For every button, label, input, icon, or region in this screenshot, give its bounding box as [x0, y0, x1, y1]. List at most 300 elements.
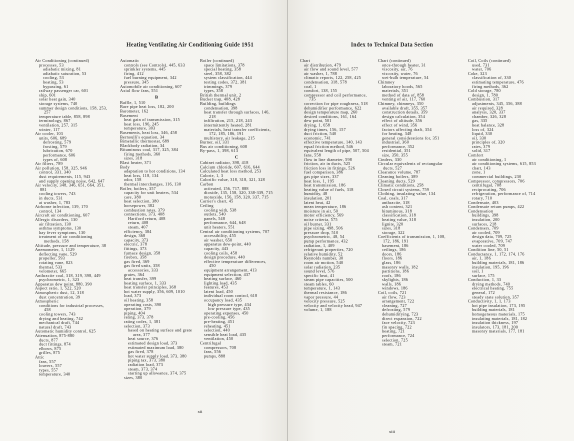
index-subentry: relative humidity, 52 — [304, 251, 343, 257]
index-subentry: materials, heat transfer coefficients, 172, 185, 186, 191 — [204, 127, 271, 137]
index-subentry: steel, 358, 382 — [204, 71, 232, 76]
index-subentry: cooling, 53 — [43, 75, 64, 81]
index-entry: Atmospheric dust, 12, 318 — [35, 290, 84, 296]
index-subentry: operation, 379 — [124, 306, 151, 312]
index-subentry: evaporative, 709, 747 — [472, 238, 513, 244]
index-subentry: pumps, 888 — [204, 353, 226, 359]
index-section-letter: C — [234, 154, 239, 160]
index-subentry: arrangement, 722 — [382, 299, 415, 304]
page-gutter — [287, 0, 288, 441]
index-subentry: lubrication, 670 — [43, 148, 73, 154]
index-subentry: velocity and velocity head, 947 — [304, 303, 363, 308]
index-subentry: condensation, 318, 578 — [304, 79, 347, 85]
index-subentry: radiation load, 373 — [128, 362, 164, 367]
index-subentry: insulation, 195, 196 — [472, 264, 509, 270]
index-entry: Bus air conditioning, 608 — [200, 144, 248, 149]
index-entry: Coke, 323 — [468, 71, 487, 76]
index-subentry: rotating vane, 823 — [39, 260, 73, 265]
left-page-index-column-1 — [35, 59, 108, 409]
index-subentry: occupancy load, 435 — [204, 298, 243, 303]
index-subentry: partitions, 186 — [382, 269, 409, 274]
index-subentry: solid, 317 — [472, 148, 491, 154]
index-entry: Basement — [120, 113, 138, 118]
index-subentry: wet-bulb temperature, 54 — [382, 75, 429, 81]
index-subentry: masonry walls, 182 — [382, 264, 418, 270]
index-subentry: rating, 373, 378 — [124, 315, 154, 320]
index-subentry: multistory, air leakage, 215 — [204, 135, 255, 141]
index-subentry: rotary, 710 — [472, 196, 493, 201]
index-subentry: selection, 725 — [382, 337, 408, 343]
index-subentry: skylights, 186 — [382, 277, 409, 283]
index-subentry: heat transfer through surfaces, 146, 218 — [204, 110, 270, 119]
index-subentry: heat selection, 380 — [124, 199, 159, 204]
index-subentry: heating, 53 — [43, 79, 64, 85]
index-subentry: adaptation to hot conditions, 134 — [124, 169, 186, 174]
index-subentry: steam tables, 60 — [304, 281, 334, 287]
index-entry: Boiler (continued) — [200, 59, 235, 63]
index-subentry: firing, 412 — [124, 71, 144, 76]
index-subentry: selection, 373 — [124, 323, 150, 329]
index-entry: Barometer, 162 — [120, 108, 149, 114]
index-subentry: ship, 601 — [39, 92, 57, 98]
index-subentry: Reynolds number, 30 — [304, 256, 344, 261]
index-subentry: intermittently heated, 281 — [204, 122, 252, 128]
index-subentry: performance, 644, 648 — [204, 220, 246, 226]
index-entry: Clearance volume, 787 — [378, 170, 421, 175]
index-subentry: piping tax, 373, 380 — [128, 358, 166, 363]
index-subentry: soil, 1 — [472, 269, 484, 274]
index-subentry: steam, 721 — [382, 342, 402, 347]
index-subentry: special heating, 358 — [204, 67, 242, 72]
index-subentry: commercial buildings, 230 — [472, 174, 522, 180]
index-subentry: adjustments, 345, 356, 388 — [472, 101, 522, 106]
index-subentry: testing codes, 372, 381 — [204, 79, 247, 85]
index-subentry: insulation, 201 — [304, 196, 332, 201]
index-subentry: outlets, 540 — [204, 212, 226, 217]
index-subentry: temperature, 1, 143 — [304, 286, 341, 291]
index-subentry: cooling with, 538 — [204, 207, 237, 213]
index-subentry: odor, 158 — [124, 177, 142, 183]
index-subentry: accessibility, 455 — [204, 233, 237, 239]
index-subentry: natural draft, 743 — [39, 324, 72, 330]
index-subentry: air required, 328 — [472, 105, 503, 111]
index-section-letter: B — [154, 94, 158, 100]
index-subentry: estimating temperature, 476 — [472, 79, 524, 85]
index-entry: Chart — [300, 59, 311, 63]
index-subentry: drying, 1, 658 — [304, 122, 331, 128]
index-subentry: pump performance, 432 — [304, 238, 348, 244]
index-entry: Conduction, 1, 33 — [468, 277, 502, 283]
index-entry: Calorific value, 318, 318, 321, 328 — [200, 177, 265, 183]
index-subentry: air cooled, 709 — [472, 230, 500, 235]
index-subentry: design, 1, 780 — [472, 92, 499, 98]
index-subentry: based on heating surface and grate area, 377 — [128, 328, 193, 337]
index-subentry: bituminous, 318 — [382, 208, 412, 214]
index-subentry: heating value, 318 — [382, 217, 417, 222]
index-subentry: heat transfer principles, 368 — [124, 285, 177, 290]
index-subentry: design procedure, 440 — [204, 255, 245, 260]
index-subentry: effect of wind, 356 — [382, 122, 418, 128]
index-subentry: air flow, 723 — [382, 294, 406, 300]
index-subentry: high pressure type, 434 — [208, 302, 252, 307]
index-entry: Chart (continued) — [378, 59, 411, 63]
index-entry: Central air conditioning systems, 707 — [200, 229, 270, 234]
index-subentry: factors affecting draft, 354 — [382, 127, 432, 132]
index-subentry: fuel comparison, 386 — [304, 170, 344, 175]
index-subentry: design, 368 — [124, 233, 146, 239]
index-subentry: flow in line diameter, 598 — [304, 157, 353, 162]
index-subentry: air flow and sound level, 577 — [304, 67, 359, 72]
index-subentry: duct fittings, 874 — [39, 342, 71, 347]
index-entry: Compressor, compressors, 706 — [468, 178, 525, 184]
index-subentry: size, 350, 355 — [382, 153, 408, 158]
index-subentry: sensible heat load, 435 — [204, 332, 247, 337]
index-subentry: heating value of fuels, 318 — [304, 187, 354, 192]
index-subentry: heat balance, 328 — [472, 122, 505, 128]
index-entry: Body — [120, 164, 130, 170]
index-subentry: ventilation, 257, 315 — [39, 122, 78, 128]
left-running-head: Heating Ventilating Air Conditioning Guide 1951 — [126, 42, 254, 48]
index-subentry: centrifugal, 708 — [472, 183, 502, 188]
index-subentry: liquid, 330 — [472, 131, 493, 137]
index-subentry: gas fired, 378 — [128, 349, 154, 355]
index-entry: Condition line, 50, 51 — [468, 247, 509, 253]
index-subentry: condensation, 398 — [204, 105, 238, 111]
index-subentry: activated, 156, 717, 888 — [204, 186, 249, 191]
index-entry: Altitude, pressure and temperature, 38 — [35, 243, 107, 248]
index-subentry: gas fired, 369 — [124, 259, 150, 264]
left-page-index-column-2 — [120, 59, 193, 415]
index-subentry: apparatus dew-point, 440 — [204, 242, 251, 247]
index-subentry: electrical heating, 755 — [472, 286, 514, 291]
index-subentry: for heating, 348 — [382, 131, 412, 137]
index-entry: Condensers, 709 — [468, 226, 499, 231]
index-subentry: Hartford return, 408 — [128, 216, 166, 221]
right-page-index-column-1 — [300, 59, 370, 422]
index-entry: Bucket trap, 408, 428 — [200, 97, 241, 102]
index-subentry: lignite, 320 — [382, 221, 404, 227]
index-subentry: desired conditions, 161, 164 — [304, 114, 357, 119]
index-subentry: moisture in air, 50 — [304, 208, 339, 214]
index-subentry: friction loss in fittings, 526 — [304, 165, 356, 171]
index-subentry: hot water supply load, 373, 380 — [128, 353, 187, 359]
index-subentry: steam pipe capacities, 500 — [304, 277, 353, 283]
index-subentry: adiabatic saturation, 53 — [43, 71, 87, 76]
index-subentry: lighting load, 435 — [204, 280, 237, 286]
index-subentry: bypassing, 61 — [43, 84, 69, 89]
index-subentry: chamber, 326, 328 — [472, 114, 507, 119]
index-subentry: air washer, 650 — [204, 237, 233, 243]
index-subentry: classification, 318 — [382, 213, 416, 218]
index-subentry: latent load, 450 — [204, 289, 233, 294]
index-subentry: volume, 1, 188 — [304, 307, 332, 313]
index-subentry: floors, 186 — [382, 256, 403, 261]
index-subentry: hay fever symptoms, 130 — [39, 230, 86, 235]
index-subentry: correction for pipe roughness, 518 — [304, 101, 368, 106]
index-subentry: capacity, 443 — [204, 246, 229, 251]
index-subentry: performance, 352 — [382, 144, 415, 149]
index-entry: Combustion, 317 — [468, 97, 500, 102]
right-page-index-column-2 — [378, 59, 452, 422]
index-subentry: asthma symptoms, 130 — [39, 226, 82, 231]
index-subentry: drying methods, 740 — [472, 281, 511, 287]
index-entry: Cinders, 330 — [378, 157, 402, 162]
index-subentry: space limitations, 378 — [204, 62, 245, 68]
index-subentry: dehumidifying, 723 — [382, 312, 419, 317]
index-subentry: fans, 556 — [204, 349, 222, 355]
index-entry: Air filters, 789 — [35, 161, 63, 167]
index-entry: By-pass, 1, 398, 613 — [200, 148, 239, 154]
index-subentry: control, 134 — [39, 208, 62, 214]
index-subentry: ventilation, 450 — [204, 336, 234, 342]
index-subentry: refrigerant properties, 720 — [304, 247, 353, 253]
index-subentry: electric, 378 — [124, 242, 148, 247]
index-subentry: steady state solution, 357 — [472, 294, 520, 300]
index-subentry: humidity, 48 — [304, 191, 328, 197]
index-subentry: zone, 1 — [472, 170, 486, 175]
index-subentry: fin spacing, 722 — [382, 324, 412, 330]
index-entry: Air cooler, 103 — [35, 131, 64, 137]
index-subentry: furnace design, 358 — [124, 250, 161, 256]
index-subentry: face velocity, 723 — [382, 320, 415, 326]
index-subentry: winter, 117 — [39, 127, 60, 132]
index-subentry: types, 557 — [39, 367, 59, 373]
left-page-index-column-3 — [200, 59, 273, 404]
index-entry: Calculated heat loss method, 253 — [200, 169, 262, 174]
index-subentry: viscosity, air, 76 — [382, 67, 413, 72]
index-subentry: heat loss, 1, 195 — [304, 178, 335, 184]
index-subentry: heat gain of transmission, 315 — [124, 117, 180, 123]
index-subentry: storage, 322 — [382, 230, 405, 235]
index-subentry: pre-cooling, 456 — [204, 315, 235, 320]
right-page-number: xiii — [388, 429, 395, 434]
index-subentry: oil burner, 331 — [304, 221, 332, 227]
index-subentry: equipment arrangement, 413 — [204, 267, 257, 273]
index-subentry: cooling towers, 743 — [39, 191, 76, 197]
index-subentry: reciprocating, 706 — [472, 187, 506, 192]
index-entry: Allergic disorders, 130 — [35, 217, 78, 222]
index-subentry: motor efficiency, 569 — [304, 213, 344, 218]
index-subentry: equivalent length of pipe, 507, 504 — [304, 148, 369, 154]
index-entry: Circular equivalents of rectangular ducts, 527 — [378, 161, 443, 171]
index-entry: Air pollution, 158, 325, 946 — [35, 165, 88, 171]
index-subentry: firebox, 358 — [124, 255, 147, 260]
index-subentry: sizes, 380 — [124, 375, 143, 380]
index-subentry: oil heating, 358 — [124, 298, 154, 303]
index-subentry: psychrometric, 48, 54 — [304, 234, 345, 240]
index-subentry: adiabatic mixing, 81 — [43, 67, 81, 72]
index-subentry: construction details, 359 — [382, 110, 428, 115]
index-subentry: pre-heating, 451 — [204, 319, 235, 325]
index-subentry: cooling coils, 458 — [204, 250, 238, 256]
index-subentry: climatic reports, 122, 258, 425 — [304, 75, 362, 81]
index-subentry: rates, 379 — [472, 144, 491, 149]
index-subentry: in ducts, 531 — [39, 196, 63, 201]
index-entry: Apparatus dew point, 880, 390 — [35, 281, 92, 287]
index-subentry: low pressure type, 435 — [208, 306, 250, 312]
index-subentry: windows, 186 — [382, 286, 408, 291]
index-subentry: refrigeration, performance of, 714 — [472, 191, 536, 197]
index-subentry: terminology, 867 — [39, 118, 71, 124]
index-entry: Axial flow fans, 551 — [120, 88, 159, 94]
index-subentry: units, 606, 689 — [39, 135, 67, 141]
index-subentry: comfort, 138, 155 — [304, 88, 338, 94]
index-entry: Condensate, 403 — [468, 200, 499, 205]
index-subentry: steam, 373, 374 — [128, 366, 158, 372]
index-entry: Condensate return pumps, 422 — [468, 204, 525, 210]
index-subentry: heating surface, 1, 333 — [124, 280, 167, 286]
index-entry: Atmospheric — [35, 299, 59, 304]
index-subentry: latent heat, 42 — [304, 200, 331, 205]
index-entry: Bimetallic thermostat, 689 — [120, 139, 170, 144]
index-subentry: reheating, 451 — [204, 323, 231, 329]
index-entry: Blast heater, 371 — [120, 160, 152, 166]
index-subentry: general, 172 — [472, 290, 495, 296]
index-subentry: psychrometric, 1, 323 — [39, 277, 80, 283]
index-subentry: performance, 724 — [382, 333, 415, 338]
index-subentry: insulation thickness, 197 — [472, 320, 519, 326]
index-subentry: controls (see Controls), 445, 633 — [124, 62, 185, 68]
index-entry: Attenuation, 875-880 — [35, 333, 75, 338]
index-subentry: chart, 143 — [472, 165, 491, 171]
index-subentry: railway passenger car, 601 — [39, 88, 89, 94]
index-entry: Automobile air conditioning, 607 — [120, 84, 182, 89]
index-subentry: air distribution, 479 — [304, 62, 342, 68]
index-entry: Conductance, 1, 172, 174, 176 — [468, 251, 525, 257]
index-subentry: propeller, 593 — [39, 256, 65, 261]
index-entry: Coefficients of transmission, 1, 108, 172, 186, 191 — [378, 234, 446, 244]
index-entry: Comfort — [468, 153, 484, 158]
index-entry: Carbon — [200, 182, 214, 187]
index-subentry: building materials, 181 — [472, 307, 515, 313]
index-subentry: thermal, 533 — [39, 264, 63, 270]
index-entry: Anemometer, 1, 1129 — [35, 247, 75, 253]
index-subentry: velocity pressure, 525 — [304, 299, 345, 304]
index-subentry: heat transfer, 399 — [124, 276, 157, 282]
index-subentry: heat source, 376 — [128, 336, 159, 342]
index-subentry: unit heaters, 551 — [204, 224, 235, 230]
index-subentry: solar radiation, 235 — [304, 264, 341, 270]
index-subentry: once-through heater, 31 — [382, 62, 426, 68]
index-subentry: air conditioning systems, 615, 853 — [472, 161, 536, 167]
index-entry: Automatic humidity control, 625 — [35, 329, 96, 334]
index-subentry: features, 453 — [204, 285, 229, 290]
index-subentry: heating surface, 460 — [204, 276, 242, 282]
index-entry: Centrifugal — [200, 341, 222, 346]
index-subentry: dioxide, 135, 158, 320, 338-339, 715 — [204, 190, 273, 196]
index-entry: Building, buildings — [200, 101, 236, 106]
index-entry: British thermal unit, 2 — [200, 92, 242, 98]
left-page-number: xii — [197, 409, 203, 414]
index-subentry: sprinkler systems, 445 — [124, 67, 166, 72]
index-entry: Automatic — [120, 59, 140, 63]
index-subentry: defrosting, 579 — [43, 140, 72, 145]
index-entry: Bernoulli's equation, 34 — [120, 134, 165, 140]
index-entry: Closed circuit systems, 759 — [378, 187, 430, 192]
index-subentry: system classification, 444 — [204, 75, 252, 81]
index-subentry: design data, 709, 725 — [472, 234, 512, 240]
index-subentry: hot water supply, 356, 609, 1010 — [124, 289, 185, 294]
index-entry: Chimney, chimneys, 350 — [378, 101, 424, 106]
index-subentry: air filtration, 130 — [39, 221, 72, 227]
index-subentry: care, 380 — [124, 194, 142, 200]
index-subentry: roofs, 186 — [382, 273, 401, 278]
index-entry: Boiler, boilers, 357 — [120, 186, 156, 191]
right-page-index-column-3 — [468, 59, 541, 409]
index-subentry: pipe sizing, 498, 506 — [304, 226, 343, 231]
index-subentry: insulating materials, 181, 182 — [472, 316, 528, 321]
index-subentry: fuel burning equipment, 342 — [124, 75, 177, 81]
index-entry: Cabinet radiator, 398, 418 — [200, 160, 249, 166]
index-subentry: ducts, 877 — [39, 337, 59, 343]
index-subentry: fittings, 373 — [124, 246, 147, 251]
index-subentry: vapor pressure, 44 — [304, 294, 339, 300]
index-subentry: compressors, 708 — [204, 345, 237, 350]
index-subentry: water cooled, 709 — [472, 243, 506, 248]
index-subentry: insulators, 173, 181, 200 — [472, 324, 519, 330]
index-subentry: conditions for industrial processes, 458 — [39, 303, 105, 313]
index-subentry: individual room control, 618 — [204, 293, 258, 299]
index-subentry: surface, 175 — [472, 273, 495, 278]
index-subentry: surfaces, 218 — [472, 221, 497, 227]
index-subentry: loss of, 324 — [472, 127, 494, 132]
index-subentry: dust requirements, 115, 943 — [39, 174, 91, 180]
index-subentry: fans, 558 — [304, 153, 322, 158]
index-subentry: dew point, 501 — [304, 118, 332, 124]
index-subentry: fans, 557 — [39, 359, 57, 364]
index-subentry: and supply opening noise, 642, 647 — [39, 178, 105, 184]
index-entry: Anthracite coal, 318, 319, 398, 449 — [35, 273, 101, 278]
index-subentry: load, 373 — [124, 293, 142, 299]
index-subentry: operating costs, 390 — [124, 302, 162, 307]
index-subentry: pressure drop, 510 — [304, 230, 339, 235]
index-subentry: analysis, 320, 337 — [472, 110, 506, 115]
index-subentry: hot pipe insulation, 173, 195 — [472, 303, 526, 308]
index-subentry: estimated design load, 373 — [128, 341, 178, 346]
index-subentry: capacity for unit heaters, 534 — [124, 190, 179, 196]
index-subentry: glass, 186 — [382, 260, 401, 265]
index-entry: Clothing, insulating value, 134 — [378, 191, 436, 197]
index-entry: Aspect ratio, 1, 522, 520 — [35, 286, 81, 291]
index-subentry: elbows, 875 — [39, 346, 62, 351]
index-subentry: infiltration, 215, 218, 243 — [204, 118, 253, 124]
index-entry: Baffle, 1, 510 — [120, 100, 146, 105]
index-entry: Conductivity, 1, 1, 173 — [468, 299, 511, 304]
index-subentry: performance, 606 — [43, 153, 76, 158]
index-subentry: at washer, 1, 783 — [39, 200, 71, 205]
index-subentry: heat loss, 118, 134 — [124, 173, 159, 178]
index-subentry: oil, 330 — [472, 135, 487, 141]
index-subentry: selection, 440 — [204, 328, 230, 333]
index-subentry: drying times, 156, 157 — [304, 127, 346, 132]
index-entry: Airborne infection, 139, 170 — [35, 204, 88, 210]
index-subentry: design temperature map, 260 — [304, 110, 358, 115]
index-subentry: velometer, 665 — [39, 269, 67, 274]
index-subentry: accessories, 333 — [128, 267, 159, 273]
index-subentry: summer design conditions, 158, 253, 257 — [39, 105, 108, 115]
index-subentry: direct expansion, 722 — [382, 316, 422, 321]
index-entry: Climatic conditions, 258 — [378, 183, 424, 188]
index-subentry: mean temperature, 186 — [304, 204, 347, 210]
index-entry: Calcium chloride, 607, 616, 644 — [200, 164, 260, 170]
index-subentry: walls, 186 — [382, 281, 402, 287]
index-subentry: solar heat gain, 340 — [39, 97, 76, 102]
index-subentry: operating expenses, 450 — [204, 310, 249, 316]
index-entry: Blackbody radiation, 34 — [120, 143, 165, 148]
index-subentry: noise criteria, 575 — [304, 217, 338, 222]
index-subentry: radiation, 1, 409 — [304, 243, 335, 248]
index-subentry: frosting, 579 — [43, 144, 67, 149]
